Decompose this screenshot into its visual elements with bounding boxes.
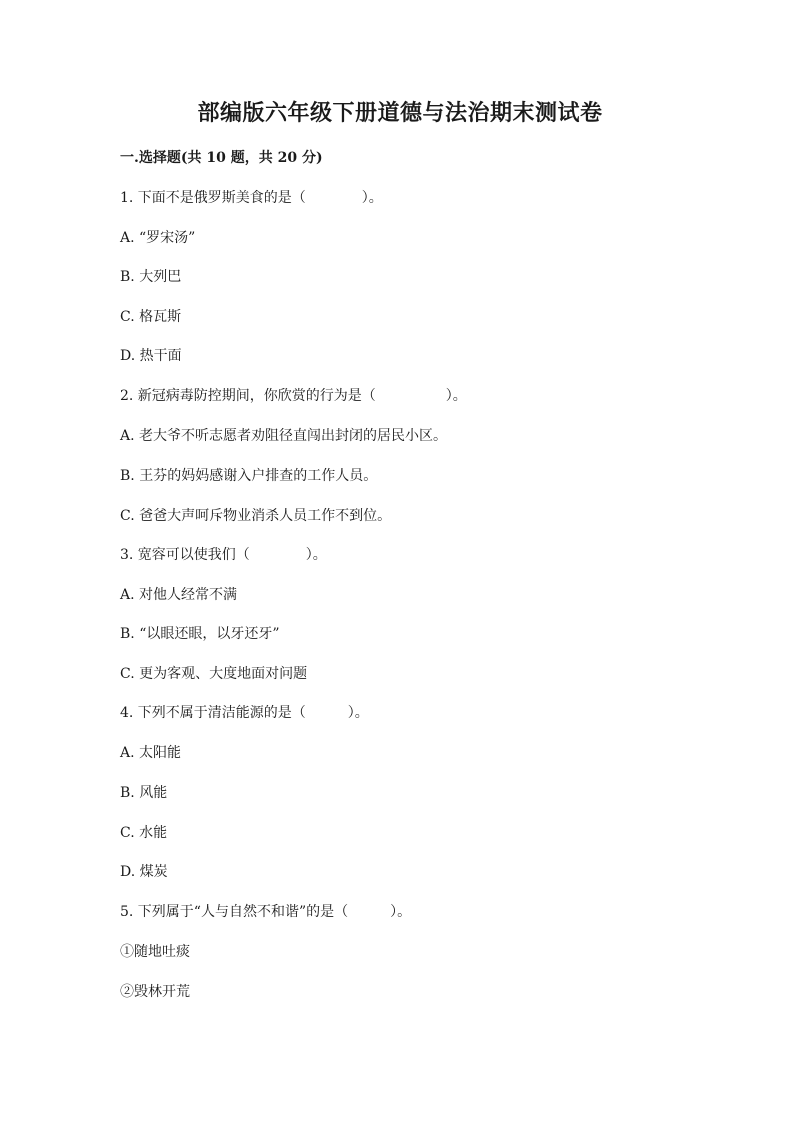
question-1-option-c: C. 格瓦斯 — [120, 309, 182, 325]
question-5-item-1: ①随地吐痰 — [120, 944, 190, 960]
page-title: 部编版六年级下册道德与法治期末测试卷 — [197, 100, 603, 126]
question-4-option-d: D. 煤炭 — [120, 864, 168, 880]
question-5-stem: 5. 下列属于“人与自然不和谐”的是（ ）。 — [120, 904, 412, 920]
question-1-option-d: D. 热干面 — [120, 348, 182, 364]
question-5-item-2: ②毁林开荒 — [120, 984, 190, 1000]
question-1-option-a: A. “罗宋汤” — [120, 230, 196, 246]
question-4-option-a: A. 太阳能 — [120, 745, 182, 761]
question-4-option-c: C. 水能 — [120, 825, 168, 841]
question-3-stem: 3. 宽容可以使我们（ ）。 — [120, 547, 327, 563]
question-3-option-b: B. “以眼还眼，以牙还牙” — [120, 626, 280, 642]
question-2-stem: 2. 新冠病毒防控期间，你欣赏的行为是（ ）。 — [120, 388, 467, 404]
question-4-option-b: B. 风能 — [120, 785, 168, 801]
section-heading: 一.选择题(共 10 题，共 20 分) — [120, 150, 323, 166]
question-1-stem: 1. 下面不是俄罗斯美食的是（ ）。 — [120, 190, 383, 206]
question-2-option-b: B. 王芬的妈妈感谢入户排查的工作人员。 — [120, 468, 378, 484]
question-3-option-a: A. 对他人经常不满 — [120, 587, 238, 603]
question-1-option-b: B. 大列巴 — [120, 269, 182, 285]
question-3-option-c: C. 更为客观、大度地面对问题 — [120, 666, 308, 682]
question-2-option-c: C. 爸爸大声呵斥物业消杀人员工作不到位。 — [120, 508, 392, 524]
question-4-stem: 4. 下列不属于清洁能源的是（ ）。 — [120, 705, 369, 721]
question-2-option-a: A. 老大爷不听志愿者劝阻径直闯出封闭的居民小区。 — [120, 428, 448, 444]
